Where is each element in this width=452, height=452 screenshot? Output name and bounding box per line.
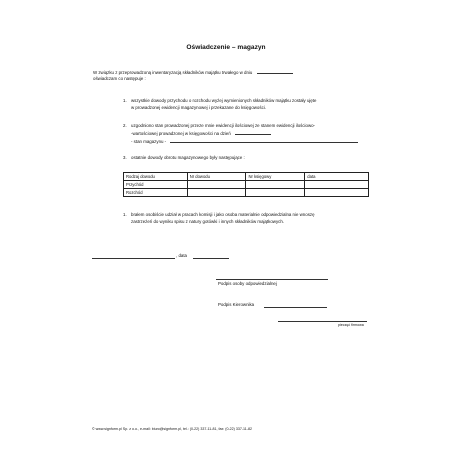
item-2-line-3-text: - stan magazynu - — [131, 139, 167, 144]
table-row — [124, 189, 369, 197]
item-2-line-3 — [131, 138, 358, 144]
item-2-number: 2. — [123, 123, 127, 128]
item-3-line-1: ostatnie dowody obrotu magazynowego były następujące : — [131, 155, 245, 160]
place-date-label: , data — [176, 253, 187, 258]
item-1-number: 1. — [123, 98, 127, 103]
responsible-signature-line — [216, 279, 328, 280]
table-header-cell: data — [305, 173, 369, 181]
table-cell[interactable] — [187, 181, 246, 189]
table-header-cell: Rodzaj dowodu — [124, 173, 188, 181]
stock-level-blank — [170, 138, 358, 143]
table-cell: Rozchód — [124, 189, 188, 197]
item-1-line-2: w prowadzonej ewidencji magazynowej i przekazane do księgowości. — [131, 105, 266, 110]
reconciliation-date-blank — [235, 130, 271, 135]
inventory-date-blank — [257, 69, 293, 74]
manager-signature-line — [264, 307, 327, 308]
table-cell: Przychód — [124, 181, 188, 189]
table-cell[interactable] — [305, 189, 369, 197]
date-blank — [193, 258, 229, 259]
item-4-line-2: zastrzeżeń do wyniku spisu z natury gotówki i innych składników majątkowych. — [131, 219, 285, 224]
intro-line-1 — [93, 69, 293, 75]
table-header-cell: Nr dowodu — [187, 173, 246, 181]
manager-signature-label: Podpis Kierownika — [218, 302, 255, 307]
table-cell[interactable] — [246, 189, 305, 197]
item-4-line-1: brałem osobiście udział w pracach komisji i jako osoba materialnie odpowiedzialna nie wnoszę — [131, 212, 315, 217]
item-2-line-2-text: -wartościowej prowadzonej w księgowości na dzień — [131, 131, 231, 136]
table-cell[interactable] — [305, 181, 369, 189]
item-3-number: 3. — [123, 155, 127, 160]
table-row — [124, 181, 369, 189]
item-1-line-1: wszystkie dowody przychodu o rozchodu wyżej wymienionych składników majątku zostały ujęte — [131, 98, 317, 103]
table-cell[interactable] — [187, 189, 246, 197]
table-header-cell: Nr księgowy — [246, 173, 305, 181]
place-blank — [92, 258, 175, 259]
intro-line-2: oświadczam co następuje : — [93, 76, 146, 81]
company-stamp-label: pieczęć firmowa — [338, 323, 364, 327]
footer-copyright: © www.signform.pl Sp. z o.o., e-mail: biuro@signform.pl, tel.: (0-22) 337-11-81, fax: (0-22) 337-11-82 — [92, 427, 252, 431]
responsible-signature-label: Podpis osoby odpowiedzialnej — [218, 281, 277, 286]
item-4-number: 1. — [123, 212, 127, 217]
documents-table — [123, 172, 369, 197]
document-title: Oświadczenie – magazyn — [186, 44, 266, 51]
item-2-line-2 — [131, 130, 271, 136]
company-stamp-line — [278, 321, 367, 322]
intro-text-1: W związku z przeprowadzoną inwentaryzacją składników majątku trwałego w dniu — [93, 70, 253, 75]
table-cell[interactable] — [246, 181, 305, 189]
item-2-line-1: uzgodniono stan prowadzonej przeze mnie ewidencji ilościowej ze stanem ewidencji ilościowo- — [131, 123, 316, 128]
table-header-row — [124, 173, 369, 181]
